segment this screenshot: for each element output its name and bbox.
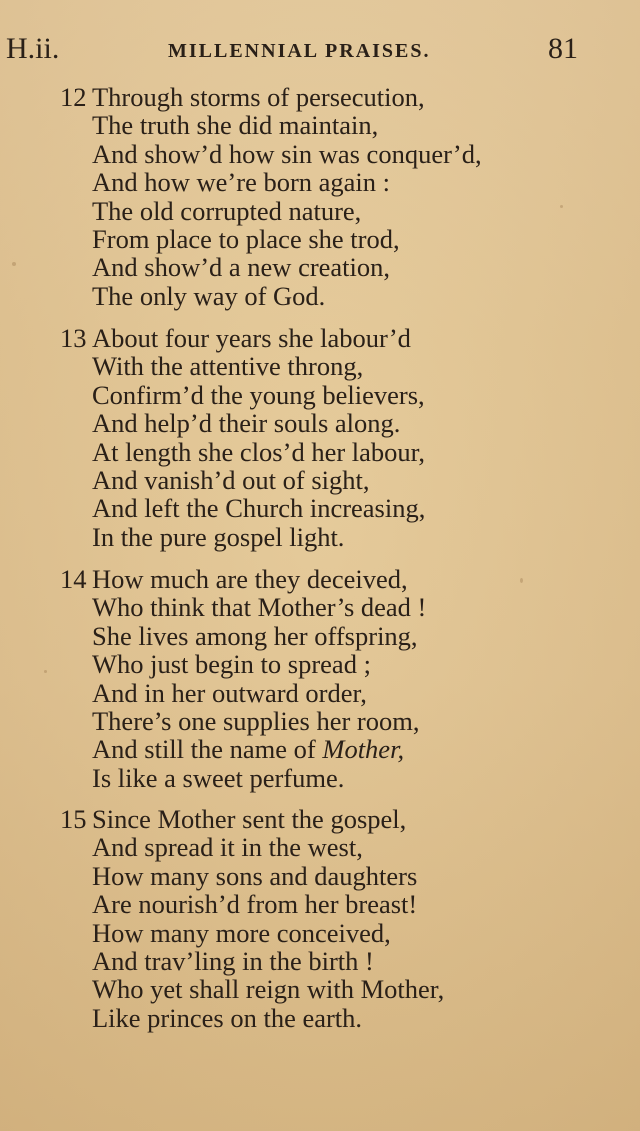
verse-line: 14 How much are they deceived, bbox=[60, 564, 408, 594]
verse-line: And show’d a new creation, bbox=[92, 252, 391, 283]
verse-line: Who think that Mother’s dead ! bbox=[92, 592, 427, 623]
stanza-number: 13 bbox=[60, 323, 87, 353]
paper-speck bbox=[44, 670, 47, 673]
verse-line: From place to place she trod, bbox=[92, 223, 400, 254]
verse-line: In the pure gospel light. bbox=[92, 521, 345, 552]
section-mark: H.ii. bbox=[6, 32, 60, 65]
verse-line: How many sons and daughters bbox=[92, 860, 418, 891]
verse-line: Is like a sweet perfume. bbox=[92, 762, 345, 793]
stanza-number: 12 bbox=[60, 82, 87, 112]
verse-line: And in her outward order, bbox=[92, 677, 367, 708]
paper-speck bbox=[12, 262, 16, 266]
verse-line: The only way of God. bbox=[92, 280, 326, 311]
verse-line: 12 Through storms of persecution, bbox=[60, 82, 425, 112]
verse-line: And left the Church increasing, bbox=[92, 493, 426, 524]
verse-line: 13 About four years she labour’d bbox=[60, 323, 411, 353]
verse-line: And show’d how sin was conquer’d, bbox=[92, 138, 482, 169]
verse-line: And help’d their souls along. bbox=[92, 408, 401, 439]
verse-line: And still the name of Mother, bbox=[92, 734, 405, 765]
verse-line: The truth she did maintain, bbox=[92, 110, 379, 141]
verse-line: Confirm’d the young believers, bbox=[92, 379, 425, 410]
stanza-13 bbox=[60, 324, 630, 551]
verse-line: And trav’ling in the birth ! bbox=[92, 945, 374, 976]
verse-line: The old corrupted nature, bbox=[92, 195, 362, 226]
verse-line: Are nourish’d from her breast! bbox=[92, 889, 418, 920]
stanza-14 bbox=[60, 565, 630, 792]
verse-line: At length she clos’d her labour, bbox=[92, 436, 426, 467]
stanza-number: 15 bbox=[60, 804, 87, 834]
running-header bbox=[0, 30, 640, 70]
stanza-12 bbox=[60, 83, 630, 310]
stanza-15 bbox=[60, 805, 630, 1032]
verse-line: How many more conceived, bbox=[92, 917, 391, 948]
verse-line: And vanish’d out of sight, bbox=[92, 464, 370, 495]
page-number: 81 bbox=[548, 32, 578, 65]
verse-line: She lives among her offspring, bbox=[92, 620, 418, 651]
verse-line: Who just begin to spread ; bbox=[92, 649, 371, 680]
verse-line: Like princes on the earth. bbox=[92, 1002, 363, 1033]
verse-line: And how we’re born again : bbox=[92, 167, 391, 198]
italic-word: Mother, bbox=[322, 734, 405, 765]
verse-line: With the attentive throng, bbox=[92, 351, 364, 382]
stanza-number: 14 bbox=[60, 564, 87, 594]
verse-line: There’s one supplies her room, bbox=[92, 705, 420, 736]
verse-line: And spread it in the west, bbox=[92, 832, 363, 863]
verse-line: Who yet shall reign with Mother, bbox=[92, 974, 445, 1005]
verse-line: 15 Since Mother sent the gospel, bbox=[60, 804, 407, 834]
page-title: MILLENNIAL PRAISES. bbox=[168, 40, 431, 62]
